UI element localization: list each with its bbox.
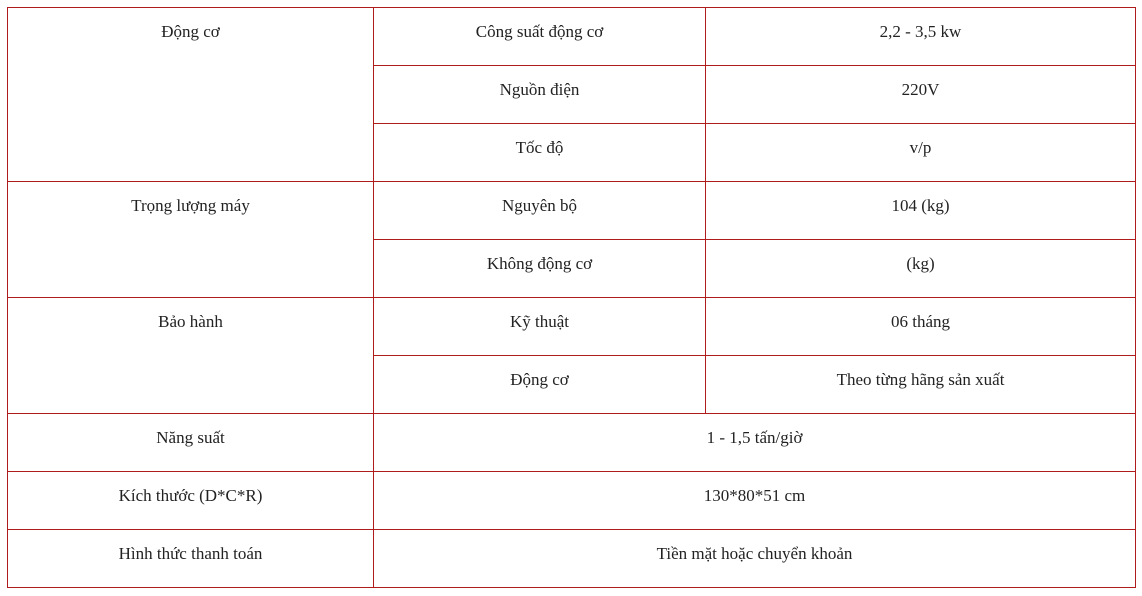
value-capacity: 1 - 1,5 tấn/giờ (374, 414, 1136, 472)
value-warranty-engine: Theo từng hãng sản xuất (706, 356, 1136, 414)
value-engine-power: 2,2 - 3,5 kw (706, 8, 1136, 66)
value-technical: 06 tháng (706, 298, 1136, 356)
table-row (8, 8, 1136, 66)
row-label-weight: Trọng lượng máy (8, 182, 374, 298)
sub-label-power-source: Nguồn điện (374, 66, 706, 124)
value-without-engine: (kg) (706, 240, 1136, 298)
row-label-warranty: Bảo hành (8, 298, 374, 414)
sub-label-engine-power: Công suất động cơ (374, 8, 706, 66)
sub-label-warranty-engine: Động cơ (374, 356, 706, 414)
sub-label-technical: Kỹ thuật (374, 298, 706, 356)
value-full-set: 104 (kg) (706, 182, 1136, 240)
row-label-payment: Hình thức thanh toán (8, 530, 374, 588)
specification-table (7, 7, 1136, 588)
table-row (8, 298, 1136, 356)
sub-label-full-set: Nguyên bộ (374, 182, 706, 240)
value-dimensions: 130*80*51 cm (374, 472, 1136, 530)
sub-label-speed: Tốc độ (374, 124, 706, 182)
value-power-source: 220V (706, 66, 1136, 124)
table-row (8, 182, 1136, 240)
table-row (8, 414, 1136, 472)
row-label-engine: Động cơ (8, 8, 374, 182)
value-payment: Tiền mặt hoặc chuyển khoản (374, 530, 1136, 588)
row-label-capacity: Năng suất (8, 414, 374, 472)
table-row (8, 530, 1136, 588)
table-row (8, 472, 1136, 530)
sub-label-without-engine: Không động cơ (374, 240, 706, 298)
row-label-dimensions: Kích thước (D*C*R) (8, 472, 374, 530)
value-speed: v/p (706, 124, 1136, 182)
